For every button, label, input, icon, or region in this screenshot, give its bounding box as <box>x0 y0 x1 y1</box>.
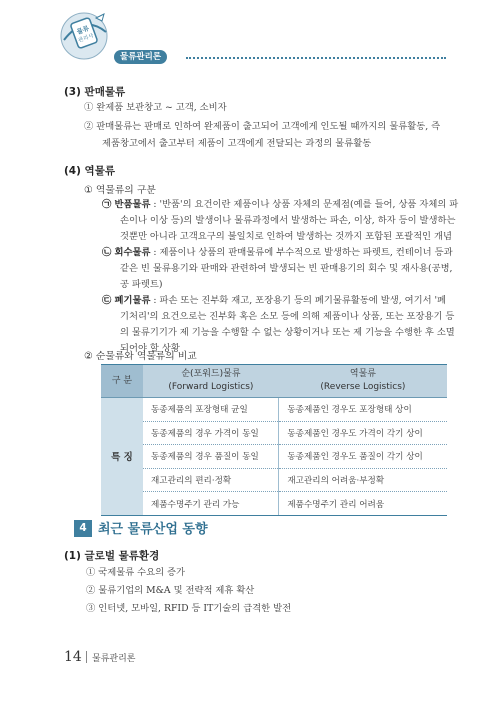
disposal-logistics-term: ㉢ 폐기물류 <box>102 295 151 306</box>
global-item-3: ③ 인터넷, 모바일, RFID 등 IT기술의 급격한 발전 <box>86 603 292 614</box>
table-cell: 동종제품의 포장형태 균일 <box>143 398 279 422</box>
footer-divider <box>86 651 87 663</box>
page-number: 14 <box>64 649 82 665</box>
recovery-logistics-line-2: 같은 빈 물류용기와 판매와 관련하여 발생되는 빈 판매용기의 회수 및 재사용(공병, <box>120 263 453 274</box>
sec3-item-1: ① 완제품 보관창고 ~ 고객, 소비자 <box>84 102 227 113</box>
table-cell: 동종제품의 경우 가격이 동일 <box>143 421 279 445</box>
disposal-logistics-line-1: ㉢ 폐기물류 : 파손 또는 진부화 재고, 포장용기 등의 폐기물류활동에 발생, 여기서 '폐 <box>102 295 447 306</box>
chapter-title: 최근 물류산업 동향 <box>98 522 208 537</box>
table-header-category: 구 분 <box>101 365 143 398</box>
section-4-title: (4) 역물류 <box>64 165 115 177</box>
footer-book-title: 물류관리론 <box>92 654 136 664</box>
disposal-logistics-line-3: 의 물류기기가 제 기능을 수행할 수 없는 상황이거나 또는 제 기능을 수행한 후 소멸 <box>120 327 455 338</box>
table-cell: 재고관리의 편리·정확 <box>143 468 279 492</box>
disposal-logistics-line-2: 기처리'의 요건으로는 진부화 혹은 소모 등에 의해 제품이나 상품, 또는 포장용기 등 <box>120 311 455 322</box>
sec4-subheading-1: ① 역물류의 구분 <box>84 185 156 196</box>
recovery-logistics-term: ㉡ 회수물류 <box>102 247 151 258</box>
logistics-logo-icon <box>56 6 112 62</box>
header-dotted-rule <box>186 57 446 59</box>
return-logistics-term: ㉠ 반품물류 <box>102 199 151 210</box>
table-header-reverse: 역물류 (Reverse Logistics) <box>279 365 447 398</box>
recovery-logistics-line-1: ㉡ 회수물류 : 제품이나 상품의 판매물류에 부수적으로 발생하는 파렛트, 컨테이너 등과 <box>102 247 453 258</box>
table-cell: 동종제품인 경우도 포장형태 상이 <box>279 398 447 422</box>
table-feature-label: 특 징 <box>101 398 143 516</box>
return-logistics-line-3: 것뿐만 아니라 고객요구의 불일치로 인하여 발생하는 것까지 포함된 포괄적인 개념 <box>120 231 452 242</box>
table-header-forward: 순(포워드)물류 (Forward Logistics) <box>143 365 279 398</box>
table-cell: 제품수명주기 관리 어려움 <box>279 492 447 516</box>
section-label-badge: 물류관리론 <box>114 50 167 64</box>
table-row <box>101 492 447 516</box>
return-logistics-line-1: ㉠ 반품물류 : '반품'의 요건이란 제품이나 상품 자체의 문제점(예를 들어, 상품 자체의 파 <box>102 199 459 210</box>
sec3-item-2-cont: 제품창고에서 출고부터 제품이 고객에게 전달되는 과정의 물류활동 <box>102 138 372 149</box>
table-row <box>101 468 447 492</box>
page-header <box>0 0 500 70</box>
svg-text:물류: 물류 <box>75 24 91 37</box>
svg-text:관리사: 관리사 <box>77 33 95 45</box>
global-item-1: ① 국제물류 수요의 증가 <box>86 567 185 578</box>
table-header-row <box>101 365 447 398</box>
table-row <box>101 421 447 445</box>
return-logistics-line-2: 손이나 이상 등)의 발생이나 물류과정에서 발생하는 파손, 이상, 하자 등이 발생하는 <box>120 215 456 226</box>
recovery-logistics-line-3: 공 파렛트) <box>120 279 163 290</box>
sec4-subheading-2: ② 순물류와 역물류의 비교 <box>84 351 197 362</box>
global-item-2: ② 물류기업의 M&A 및 전략적 제휴 확산 <box>86 585 255 596</box>
table-row <box>101 398 447 422</box>
table-cell: 동종제품인 경우도 가격이 각기 상이 <box>279 421 447 445</box>
table-cell: 제품수명주기 관리 가능 <box>143 492 279 516</box>
section-3-title: (3) 판매물류 <box>64 86 126 98</box>
table-row <box>101 445 447 469</box>
comparison-table <box>101 364 447 516</box>
chapter-number-badge: 4 <box>74 520 92 537</box>
table-cell: 재고관리의 어려움·부정확 <box>279 468 447 492</box>
sec3-item-2: ② 판매물류는 판매로 인하여 완제품이 출고되어 고객에게 인도될 때까지의 물류활동, 즉 <box>84 121 441 132</box>
global-section-title: (1) 글로벌 물류환경 <box>64 550 160 562</box>
table-cell: 동종제품인 경우도 품질이 각기 상이 <box>279 445 447 469</box>
disposal-logistics-line-4: 되어야 할 상황 <box>120 343 180 354</box>
table-cell: 동종제품의 경우 품질이 동일 <box>143 445 279 469</box>
